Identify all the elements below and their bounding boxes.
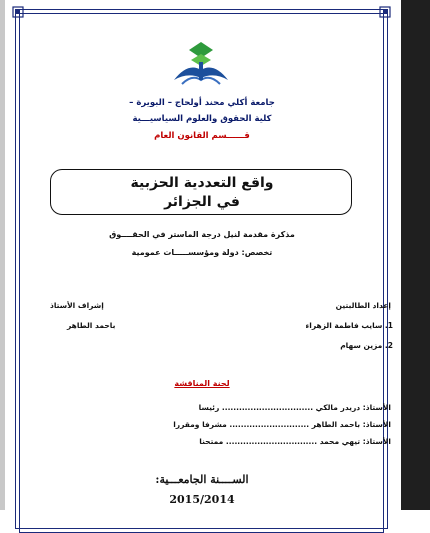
thesis-title-line2: في الجزائر [164, 194, 240, 210]
committee-member: الأستاذ: دريدر مالكي ................................ رئيسا [198, 403, 391, 412]
corner-ornament-right [379, 6, 391, 18]
academic-year-label: الســــنة الجامعـــية: [155, 473, 249, 486]
department-name: قــــــسم القانون العام [154, 131, 250, 141]
academic-year-value: 2015/2014 [169, 493, 235, 506]
university-logo [168, 40, 234, 86]
student-name: 1. سايب فاطمة الزهراء [305, 321, 393, 330]
committee-member: الأستاذ: تيهي محمد ................................ ممتحنا [199, 437, 391, 446]
supervisor-label: إشراف الأستاذ [50, 301, 104, 310]
page-border-inner [19, 13, 384, 533]
dark-side-panel [401, 0, 430, 510]
student-name: 2. مزين سهام [340, 341, 393, 350]
university-name: جامعة أكلي محند أولحاج – البويرة – [129, 98, 275, 108]
students-label: إعداد الطالبتين [335, 301, 391, 310]
committee-member: الأستاذ: باحمد الطاهر ............................ مشرفا ومقررا [173, 420, 391, 429]
supervisor-name: باحمد الطاهر [67, 321, 116, 330]
corner-ornament-left [12, 6, 24, 18]
thesis-title-line1: واقع التعددية الحزبية [130, 175, 274, 191]
memo-specialty: تخصص: دولة ومؤسســـــات عمومية [131, 248, 273, 257]
committee-heading: لجنة المناقشة [174, 379, 230, 388]
memo-purpose: مذكرة مقدمة لنيل درجة الماستر في الحقــــوق [109, 230, 295, 239]
faculty-name: كلية الحقوق والعلوم السياسيـــية [132, 114, 272, 124]
